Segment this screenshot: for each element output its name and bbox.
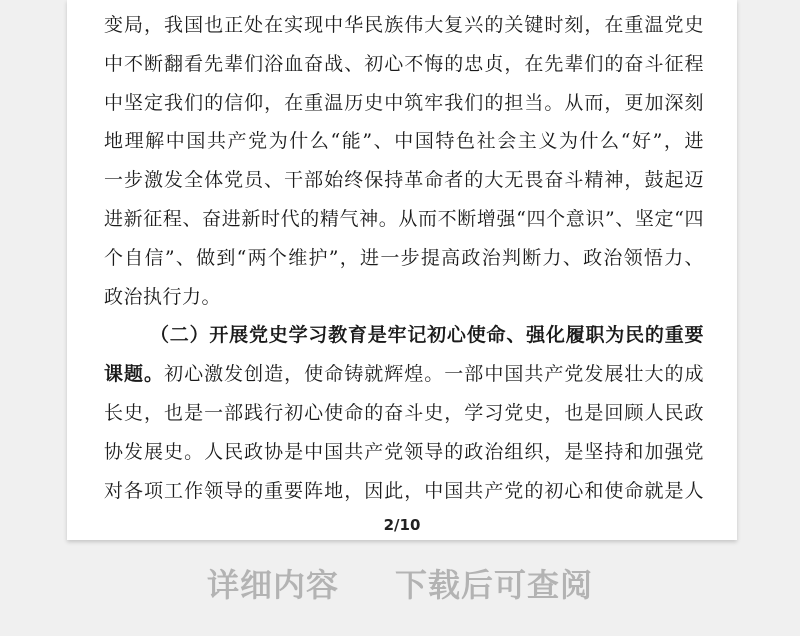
body-line: 变局，我国也正处在实现中华民族伟大复兴的关键时刻，在重温党史: [104, 14, 704, 36]
body-line: 一步激发全体党员、干部始终保持革命者的大无畏奋斗精神，鼓起迈: [104, 169, 704, 192]
body-line: 对各项工作领导的重要阵地，因此，中国共产党的初心和使命就是人: [104, 479, 704, 502]
body-line: 地理解中国共产党为什么“能”、中国特色社会主义为什么“好”，进: [104, 130, 704, 153]
footer-caption: [0, 560, 800, 606]
footer-download-label: 下载后可查阅: [395, 566, 594, 604]
body-text: 初心激发创造，使命铸就辉煌。一部中国共产党发展壮大的成: [164, 363, 704, 386]
body-line: 中坚定我们的信仰，在重温历史中筑牢我们的担当。从而，更加深刻: [104, 91, 704, 114]
document-page: [67, 0, 737, 540]
section-heading-continuation: [104, 355, 704, 394]
page-number: 2/10: [383, 516, 421, 534]
section-heading: （二）开展党史学习教育是牢记初心使命、强化履职为民的重要: [150, 324, 704, 347]
document-body: [104, 6, 704, 510]
body-line: 中不断翻看先辈们浴血奋战、初心不悔的忠贞，在先辈们的奋斗征程: [104, 52, 704, 75]
body-line: 政治执行力。: [104, 285, 222, 308]
section-heading-end: 课题。: [104, 363, 165, 386]
body-line: 长史，也是一部践行初心使命的奋斗史，学习党史，也是回顾人民政: [104, 401, 704, 424]
body-line: 个自信”、做到“两个维护”，进一步提高政治判断力、政治领悟力、: [104, 246, 704, 269]
body-line: 进新征程、奋进新时代的精气神。从而不断增强“四个意识”、坚定“四: [104, 207, 704, 230]
footer-details-label: 详细内容: [206, 566, 339, 604]
body-line: 协发展史。人民政协是中国共产党领导的政治组织，是坚持和加强党: [104, 440, 704, 463]
